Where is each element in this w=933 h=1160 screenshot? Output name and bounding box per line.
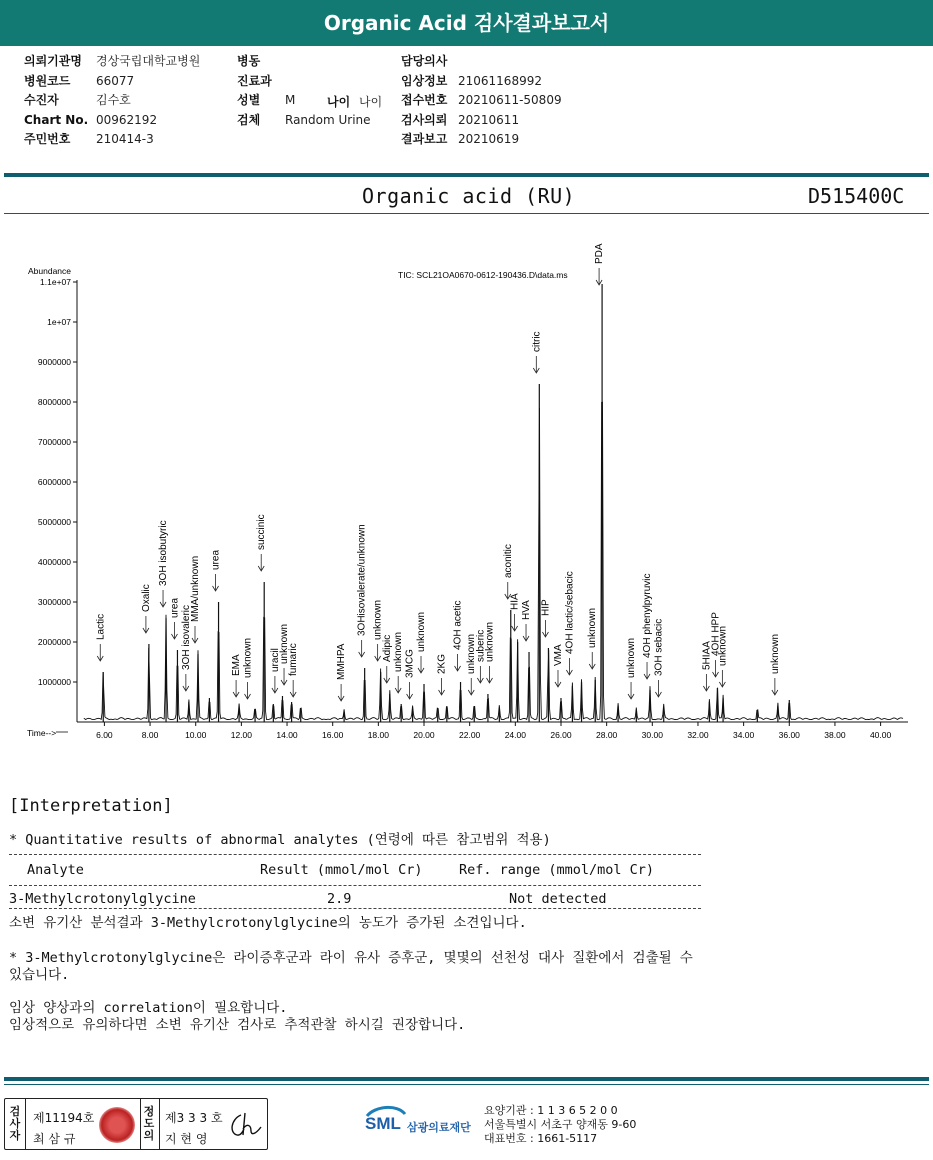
col-result: Result (mmol/mol Cr) — [260, 862, 423, 878]
note-line-1: * 3-Methylcrotonylglycine은 라이증후군과 라이 유사 증후군, 몇몇의 선천성 대사 질환에서 검출될 수 — [9, 950, 693, 966]
annotation-label: 3OH sebacic — [653, 618, 665, 676]
handwritten-signature — [227, 1109, 263, 1141]
peak-annotation — [587, 608, 598, 669]
peak-annotation — [717, 626, 728, 687]
note-line-2: 있습니다. — [9, 967, 70, 983]
vertical-char: 검 — [9, 1105, 21, 1118]
report-code: D515400C — [808, 184, 905, 208]
info-value: 210414-3 — [96, 132, 154, 146]
y-tick-label: 1.1e+07 — [40, 277, 71, 287]
peak-annotation — [503, 544, 514, 599]
info-label: 검체 — [237, 112, 261, 127]
quant-title: * Quantitative results of abnormal analytes (연령에 따른 참고범위 적용) — [9, 832, 551, 848]
info-value: 00962192 — [96, 112, 158, 127]
annotation-label: PDA — [594, 243, 606, 264]
annotation-label: 4OH phenylpyruvic — [642, 573, 654, 658]
dashed-divider — [9, 908, 701, 909]
annotation-label: unknown — [717, 625, 729, 666]
y-tick-label: 9000000 — [37, 357, 71, 367]
annotation-label: unknown — [372, 599, 384, 640]
sml-logo-text: SML — [365, 1114, 401, 1133]
x-tick-label: 22.00 — [459, 730, 481, 740]
recommendation-line-1: 임상 양상과의 correlation이 필요합니다. — [9, 1000, 288, 1016]
annotation-label: unknown — [466, 633, 478, 674]
x-tick-label: 16.00 — [322, 730, 344, 740]
annotation-label: 4OH acetic — [452, 600, 464, 650]
x-tick-label: 10.00 — [185, 730, 207, 740]
age-value: 나이 — [359, 95, 383, 109]
peak-annotation — [231, 654, 242, 697]
divider — [4, 173, 929, 177]
y-tick-label: 2000000 — [37, 637, 71, 647]
annotation-label: HIP — [540, 599, 552, 616]
annotation-label: urea — [210, 549, 222, 570]
analyte-result: 2.9 — [327, 891, 352, 907]
interpretation-section — [9, 796, 919, 1034]
y-tick-label: 8000000 — [37, 397, 71, 407]
y-tick-label: 1e+07 — [47, 317, 71, 327]
annotation-label: EMA — [231, 654, 243, 676]
peak-annotation — [642, 574, 653, 679]
x-tick-label: 18.00 — [367, 730, 389, 740]
info-value: 20210611-50809 — [458, 93, 562, 107]
inspector-vertical-label — [7, 1106, 23, 1142]
annotation-label: uracil — [269, 648, 281, 672]
annotation-label: 2KG — [436, 653, 448, 674]
qc-name: 지 현 영 — [165, 1132, 208, 1146]
annotation-label: 3MCG — [404, 649, 416, 678]
annotation-label: 3OHisovalerate/unknown — [356, 524, 368, 636]
vertical-char: 정 — [143, 1105, 155, 1118]
annotation-label: citric — [531, 331, 543, 352]
patient-info-column-2 — [237, 52, 371, 160]
annotation-label: HVA — [521, 600, 533, 620]
vertical-char: 자 — [9, 1129, 21, 1142]
divider — [4, 213, 929, 214]
annotation-label: fumaric — [288, 643, 300, 676]
annotation-label: unknown — [626, 637, 638, 678]
annotation-label: Oxalic — [140, 584, 152, 612]
x-tick-label: 38.00 — [824, 730, 846, 740]
col-ref: Ref. range (mmol/mol Cr) — [459, 862, 655, 878]
col-analyte: Analyte — [27, 862, 84, 878]
peak-annotation — [770, 634, 781, 695]
signature-box — [4, 1098, 268, 1150]
peak-annotation — [437, 654, 448, 695]
qc-vertical-label — [141, 1106, 157, 1142]
report-header-title: Organic Acid 검사결과보고서 — [0, 0, 933, 46]
y-tick-label: 6000000 — [37, 477, 71, 487]
divider — [4, 1077, 929, 1081]
annotation-label: suberic — [475, 629, 487, 662]
peak-annotation — [626, 638, 637, 699]
info-value: 21061168992 — [458, 73, 542, 88]
sml-logo-subtitle: 삼광의료재단 — [407, 1121, 471, 1134]
lab-code: 요양기관 : 1 1 3 6 5 2 0 0 — [484, 1104, 618, 1117]
annotation-label: unknown — [393, 631, 405, 672]
peak-annotation — [357, 524, 368, 657]
annotation-label: 3OH isobutyric — [158, 520, 170, 586]
qc-license-no: 제3 3 3 호 — [165, 1111, 223, 1125]
info-label: 결과보고 — [401, 132, 448, 146]
peak-annotation — [594, 243, 605, 285]
x-tick-label: 32.00 — [687, 730, 709, 740]
peak-annotation — [158, 520, 169, 607]
peak-annotation — [416, 612, 427, 673]
x-tick-label: 30.00 — [641, 730, 663, 740]
table-row — [9, 886, 919, 908]
report-title: Organic acid (RU) — [362, 184, 576, 208]
annotation-label: urea — [169, 597, 181, 618]
annotation-label: VMA — [552, 644, 564, 666]
info-label: 진료과 — [237, 73, 272, 88]
lab-phone: 대표번호 : 1661-5117 — [484, 1132, 598, 1145]
info-label: 담당의사 — [401, 54, 448, 68]
info-label: 검사의뢰 — [401, 112, 448, 127]
annotation-label: unknown — [484, 621, 496, 662]
peak-annotation — [211, 550, 222, 591]
summary-text: 소변 유기산 분석결과 3-Methylcrotonylglycine의 농도가 증가된 소견입니다. — [9, 915, 527, 931]
x-tick-label: 40.00 — [869, 730, 892, 740]
info-label: 병동 — [237, 54, 261, 68]
peak-annotation — [169, 598, 180, 639]
peak-annotation — [553, 644, 564, 687]
annotation-label: unknown — [587, 607, 599, 648]
y-axis-label: Abundance — [28, 266, 72, 276]
vertical-char: 사 — [9, 1117, 21, 1130]
y-tick-label: 3000000 — [37, 597, 71, 607]
vertical-char: 도 — [143, 1117, 155, 1130]
x-axis-label: Time--> — [27, 728, 57, 738]
peak-annotation — [256, 514, 267, 571]
peak-annotation — [288, 643, 299, 697]
info-label: 접수번호 — [401, 93, 448, 107]
official-stamp — [99, 1107, 135, 1143]
annotation-label: 4OH HPP — [710, 612, 722, 656]
inspector-license-no: 제11194호 — [33, 1111, 95, 1125]
x-tick-label: 28.00 — [596, 730, 618, 740]
annotation-label: unknown — [242, 637, 254, 678]
annotation-label: Lactic — [95, 613, 107, 640]
vertical-char: 의 — [143, 1129, 155, 1142]
box-divider — [159, 1099, 160, 1149]
peak-annotation — [243, 638, 254, 699]
lab-info — [484, 1104, 636, 1146]
annotation-label: Adipic — [381, 634, 393, 662]
peak-annotation — [382, 635, 393, 683]
interpretation-heading: [Interpretation] — [9, 796, 173, 816]
annotation-label: unknown — [279, 623, 291, 664]
annotation-label: 3OH isovaleric — [180, 604, 192, 670]
info-label: Chart No. — [24, 112, 89, 127]
x-tick-label: 36.00 — [778, 730, 800, 740]
chart-title: TIC: SCL21OA0670-0612-190436.D\data.ms — [398, 270, 568, 280]
peak-annotation — [485, 622, 496, 683]
info-value: 66077 — [96, 73, 135, 88]
x-tick-label: 12.00 — [230, 730, 253, 740]
age-label: 나이 — [327, 95, 351, 109]
x-tick-label: 34.00 — [732, 730, 755, 740]
info-label: 의뢰기관명 — [24, 54, 82, 68]
annotation-label: 4OH lactic/sebacic — [564, 571, 576, 654]
annotation-label: MMA/unknown — [189, 555, 201, 622]
x-tick-label: 26.00 — [550, 730, 572, 740]
info-value: 경상국립대학교병원 — [96, 54, 201, 68]
y-tick-label: 4000000 — [37, 557, 71, 567]
peak-annotation — [540, 599, 551, 637]
inspector-name: 최 삼 규 — [33, 1132, 76, 1146]
annotation-label: MMHPA — [336, 643, 348, 680]
info-value: 20210619 — [458, 132, 520, 146]
analyte-ref: Not detected — [509, 891, 607, 907]
info-value: M — [285, 93, 296, 107]
y-tick-label: 1000000 — [37, 677, 71, 687]
peak-annotation — [393, 632, 404, 693]
info-value: 20210611 — [458, 112, 520, 127]
patient-info-column-1 — [24, 52, 200, 160]
peak-annotation — [531, 331, 542, 373]
info-label: 주민번호 — [24, 132, 71, 146]
peak-annotation — [336, 643, 347, 701]
peak-annotation — [521, 600, 532, 641]
annotation-label: unknown — [416, 611, 428, 652]
peak-annotation — [405, 649, 416, 699]
report-footer — [0, 1090, 933, 1156]
analyte-name: 3-Methylcrotonylglycine — [9, 891, 196, 907]
x-tick-label: 6.00 — [96, 730, 113, 740]
x-tick-label: 20.00 — [413, 730, 435, 740]
table-header — [9, 855, 919, 885]
y-tick-label: 7000000 — [37, 437, 71, 447]
peak-annotation — [453, 601, 464, 671]
chromatogram-chart — [0, 243, 933, 760]
info-value: 김수호 — [96, 93, 131, 107]
peak-annotation — [564, 571, 575, 675]
x-tick-label: 14.00 — [276, 730, 298, 740]
annotation-label: HIA — [509, 593, 521, 610]
divider — [4, 1084, 929, 1085]
info-label: 성별 — [237, 93, 261, 107]
recommendation-line-2: 임상적으로 유의하다면 소변 유기산 검사로 추적관찰 하시길 권장합니다. — [9, 1017, 466, 1033]
annotation-label: succinic — [256, 514, 268, 550]
peak-annotation — [95, 614, 106, 661]
info-value: Random Urine — [285, 112, 371, 127]
patient-info-column-3 — [401, 52, 562, 160]
annotation-label: unknown — [769, 633, 781, 674]
box-divider — [25, 1099, 26, 1149]
annotation-label: 5HIAA — [701, 641, 713, 670]
x-tick-label: 8.00 — [141, 730, 159, 740]
y-tick-label: 5000000 — [37, 517, 71, 527]
peak-annotation — [141, 584, 152, 633]
info-label: 임상정보 — [401, 73, 448, 88]
info-label: 병원코드 — [24, 73, 71, 88]
info-label: 수진자 — [24, 93, 59, 107]
annotation-label: aconitic — [502, 544, 514, 578]
lab-address: 서울특별시 서초구 양재동 9-60 — [484, 1118, 637, 1131]
x-tick-label: 24.00 — [504, 730, 526, 740]
peak-annotation — [653, 619, 664, 697]
